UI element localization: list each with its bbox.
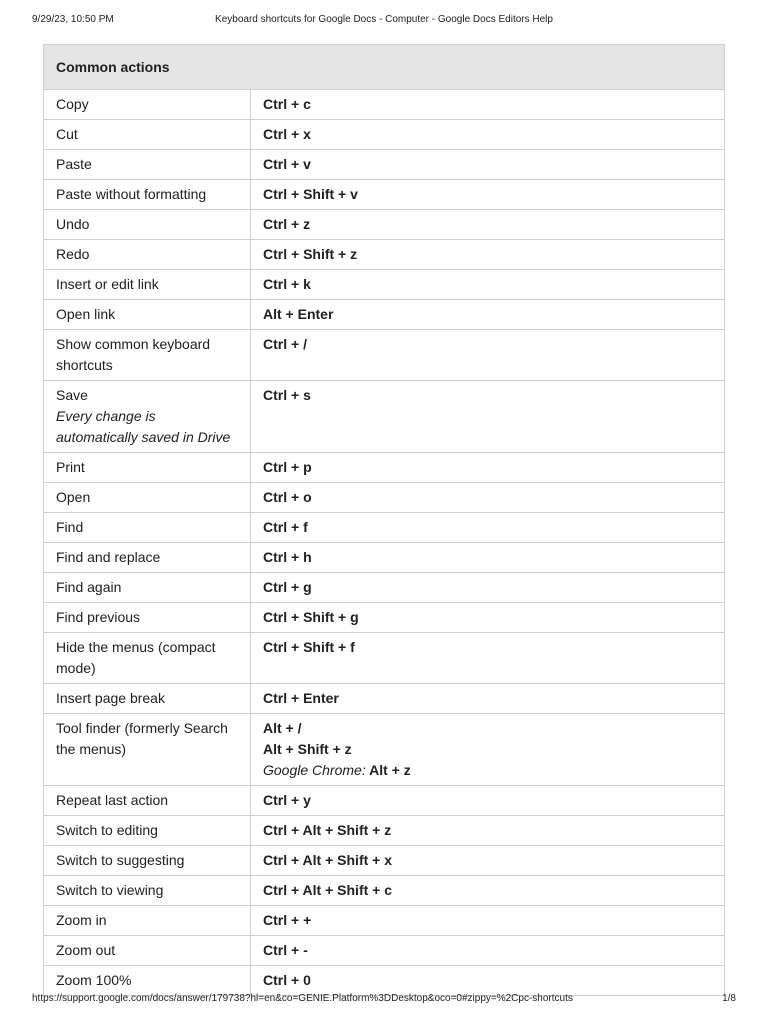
action-label: Find previous: [56, 609, 141, 625]
shortcut-cell: [251, 786, 725, 816]
action-label: Repeat last action: [56, 792, 169, 808]
print-header: [32, 14, 736, 30]
shortcut-cell: [251, 180, 725, 210]
shortcuts-table: [43, 44, 725, 996]
action-cell: [44, 846, 251, 876]
action-cell: [44, 573, 251, 603]
action-cell: [44, 240, 251, 270]
shortcut-cell: [251, 120, 725, 150]
shortcut-cell: [251, 513, 725, 543]
action-cell: [44, 270, 251, 300]
shortcut-keys: Ctrl + +: [263, 912, 312, 928]
shortcut-cell: [251, 966, 725, 996]
shortcut-keys: Ctrl + Enter: [263, 690, 339, 706]
table-row: [44, 483, 725, 513]
shortcut-keys: Ctrl + c: [263, 96, 311, 112]
table-row: [44, 846, 725, 876]
shortcut-cell: [251, 876, 725, 906]
action-cell: [44, 483, 251, 513]
shortcut-keys: Ctrl + Alt + Shift + x: [263, 852, 393, 868]
shortcut-keys: Alt + Enter: [263, 306, 334, 322]
table-row: [44, 210, 725, 240]
action-cell: [44, 786, 251, 816]
action-cell: [44, 876, 251, 906]
action-label: Insert page break: [56, 690, 165, 706]
shortcut-keys: Ctrl + Alt + Shift + c: [263, 882, 393, 898]
shortcut-keys: Ctrl + k: [263, 276, 311, 292]
action-cell: [44, 603, 251, 633]
table-row: [44, 453, 725, 483]
action-label: Show common keyboard shortcuts: [56, 336, 211, 373]
action-label: Insert or edit link: [56, 276, 159, 292]
shortcut-keys: Ctrl + -: [263, 942, 308, 958]
table-row: [44, 300, 725, 330]
shortcut-keys: Ctrl + 0: [263, 972, 311, 988]
table-row: [44, 90, 725, 120]
table-row: [44, 150, 725, 180]
shortcut-keys: Alt + /: [263, 720, 302, 736]
action-label: Open: [56, 489, 91, 505]
print-title: Keyboard shortcuts for Google Docs - Computer - Google Docs Editors Help: [215, 14, 553, 25]
action-label: Find again: [56, 579, 122, 595]
action-cell: [44, 90, 251, 120]
table-row: [44, 381, 725, 453]
table-row: [44, 633, 725, 684]
shortcut-keys: Ctrl + y: [263, 792, 311, 808]
action-label: Cut: [56, 126, 78, 142]
print-url: https://support.google.com/docs/answer/179738?hl=en&co=GENIE.Platform%3DDesktop&oco=0#zippy=%2Cpc-shortcuts: [32, 993, 573, 1004]
table-row: [44, 816, 725, 846]
shortcut-keys: Ctrl + Alt + Shift + z: [263, 822, 392, 838]
shortcut-cell: [251, 240, 725, 270]
table-header-row: [44, 45, 725, 90]
table-row: [44, 330, 725, 381]
action-label: Zoom in: [56, 912, 107, 928]
shortcut-cell: [251, 936, 725, 966]
table-row: [44, 240, 725, 270]
shortcut-keys: Alt + Shift + z: [263, 741, 352, 757]
table-row: [44, 573, 725, 603]
shortcut-cell: [251, 210, 725, 240]
section-heading: Common actions: [44, 45, 725, 90]
action-label: Redo: [56, 246, 90, 262]
action-label: Paste without formatting: [56, 186, 207, 202]
shortcut-keys: Ctrl + h: [263, 549, 312, 565]
action-cell: [44, 966, 251, 996]
shortcut-cell: [251, 816, 725, 846]
action-cell: [44, 633, 251, 684]
shortcut-keys: Ctrl + Shift + g: [263, 609, 359, 625]
table-row: [44, 714, 725, 786]
shortcut-cell: [251, 573, 725, 603]
action-label: Find and replace: [56, 549, 161, 565]
action-label: Undo: [56, 216, 90, 232]
shortcut-cell: [251, 453, 725, 483]
shortcuts-table-body: [44, 90, 725, 996]
action-cell: [44, 936, 251, 966]
table-row: [44, 966, 725, 996]
shortcut-cell: [251, 906, 725, 936]
browser-specific-shortcut: [263, 760, 712, 781]
action-label: Switch to viewing: [56, 882, 164, 898]
shortcut-keys: Ctrl + p: [263, 459, 312, 475]
action-cell: [44, 300, 251, 330]
print-footer: [32, 993, 736, 1009]
table-row: [44, 936, 725, 966]
table-row: [44, 120, 725, 150]
action-cell: [44, 210, 251, 240]
action-label: Save: [56, 387, 88, 403]
action-label: Paste: [56, 156, 92, 172]
action-cell: [44, 120, 251, 150]
shortcut-cell: [251, 381, 725, 453]
shortcut-cell: [251, 684, 725, 714]
shortcut-keys: Ctrl + v: [263, 156, 311, 172]
shortcut-keys: Ctrl + /: [263, 336, 307, 352]
shortcut-keys: Ctrl + x: [263, 126, 311, 142]
table-row: [44, 543, 725, 573]
action-cell: [44, 150, 251, 180]
action-label: Open link: [56, 306, 116, 322]
table-row: [44, 180, 725, 210]
action-cell: [44, 684, 251, 714]
action-label: Zoom 100%: [56, 972, 132, 988]
shortcut-keys: Ctrl + Shift + f: [263, 639, 355, 655]
table-row: [44, 786, 725, 816]
action-label: Copy: [56, 96, 89, 112]
table-row: [44, 906, 725, 936]
shortcut-cell: [251, 603, 725, 633]
shortcut-keys: Ctrl + Shift + z: [263, 246, 358, 262]
action-label: Zoom out: [56, 942, 116, 958]
shortcut-keys: Alt + z: [369, 762, 411, 778]
shortcut-cell: [251, 714, 725, 786]
table-row: [44, 603, 725, 633]
browser-name: Google Chrome:: [263, 762, 366, 778]
print-date: 9/29/23, 10:50 PM: [32, 14, 114, 25]
table-row: [44, 876, 725, 906]
shortcut-cell: [251, 270, 725, 300]
action-cell: [44, 513, 251, 543]
table-row: [44, 684, 725, 714]
shortcut-cell: [251, 90, 725, 120]
shortcut-keys: Ctrl + s: [263, 387, 311, 403]
action-cell: [44, 906, 251, 936]
action-label: Print: [56, 459, 85, 475]
action-label: Find: [56, 519, 84, 535]
action-label: Tool finder (formerly Search the menus): [56, 720, 228, 757]
action-label: Switch to suggesting: [56, 852, 185, 868]
shortcut-cell: [251, 330, 725, 381]
action-cell: [44, 453, 251, 483]
action-cell: [44, 330, 251, 381]
shortcut-cell: [251, 300, 725, 330]
shortcut-cell: [251, 846, 725, 876]
action-note: Every change is automatically saved in Drive: [56, 408, 231, 445]
shortcut-keys: Ctrl + g: [263, 579, 312, 595]
action-label: Hide the menus (compact mode): [56, 639, 216, 676]
action-cell: [44, 714, 251, 786]
action-cell: [44, 180, 251, 210]
shortcut-cell: [251, 483, 725, 513]
action-label: Switch to editing: [56, 822, 158, 838]
shortcut-keys: Ctrl + f: [263, 519, 308, 535]
shortcut-cell: [251, 150, 725, 180]
shortcut-keys: Ctrl + Shift + v: [263, 186, 358, 202]
shortcut-keys: Ctrl + z: [263, 216, 311, 232]
page-number: 1/8: [722, 993, 736, 1004]
action-cell: [44, 543, 251, 573]
table-row: [44, 513, 725, 543]
shortcut-cell: [251, 633, 725, 684]
shortcut-cell: [251, 543, 725, 573]
table-row: [44, 270, 725, 300]
shortcut-keys: Ctrl + o: [263, 489, 312, 505]
action-cell: [44, 381, 251, 453]
action-cell: [44, 816, 251, 846]
